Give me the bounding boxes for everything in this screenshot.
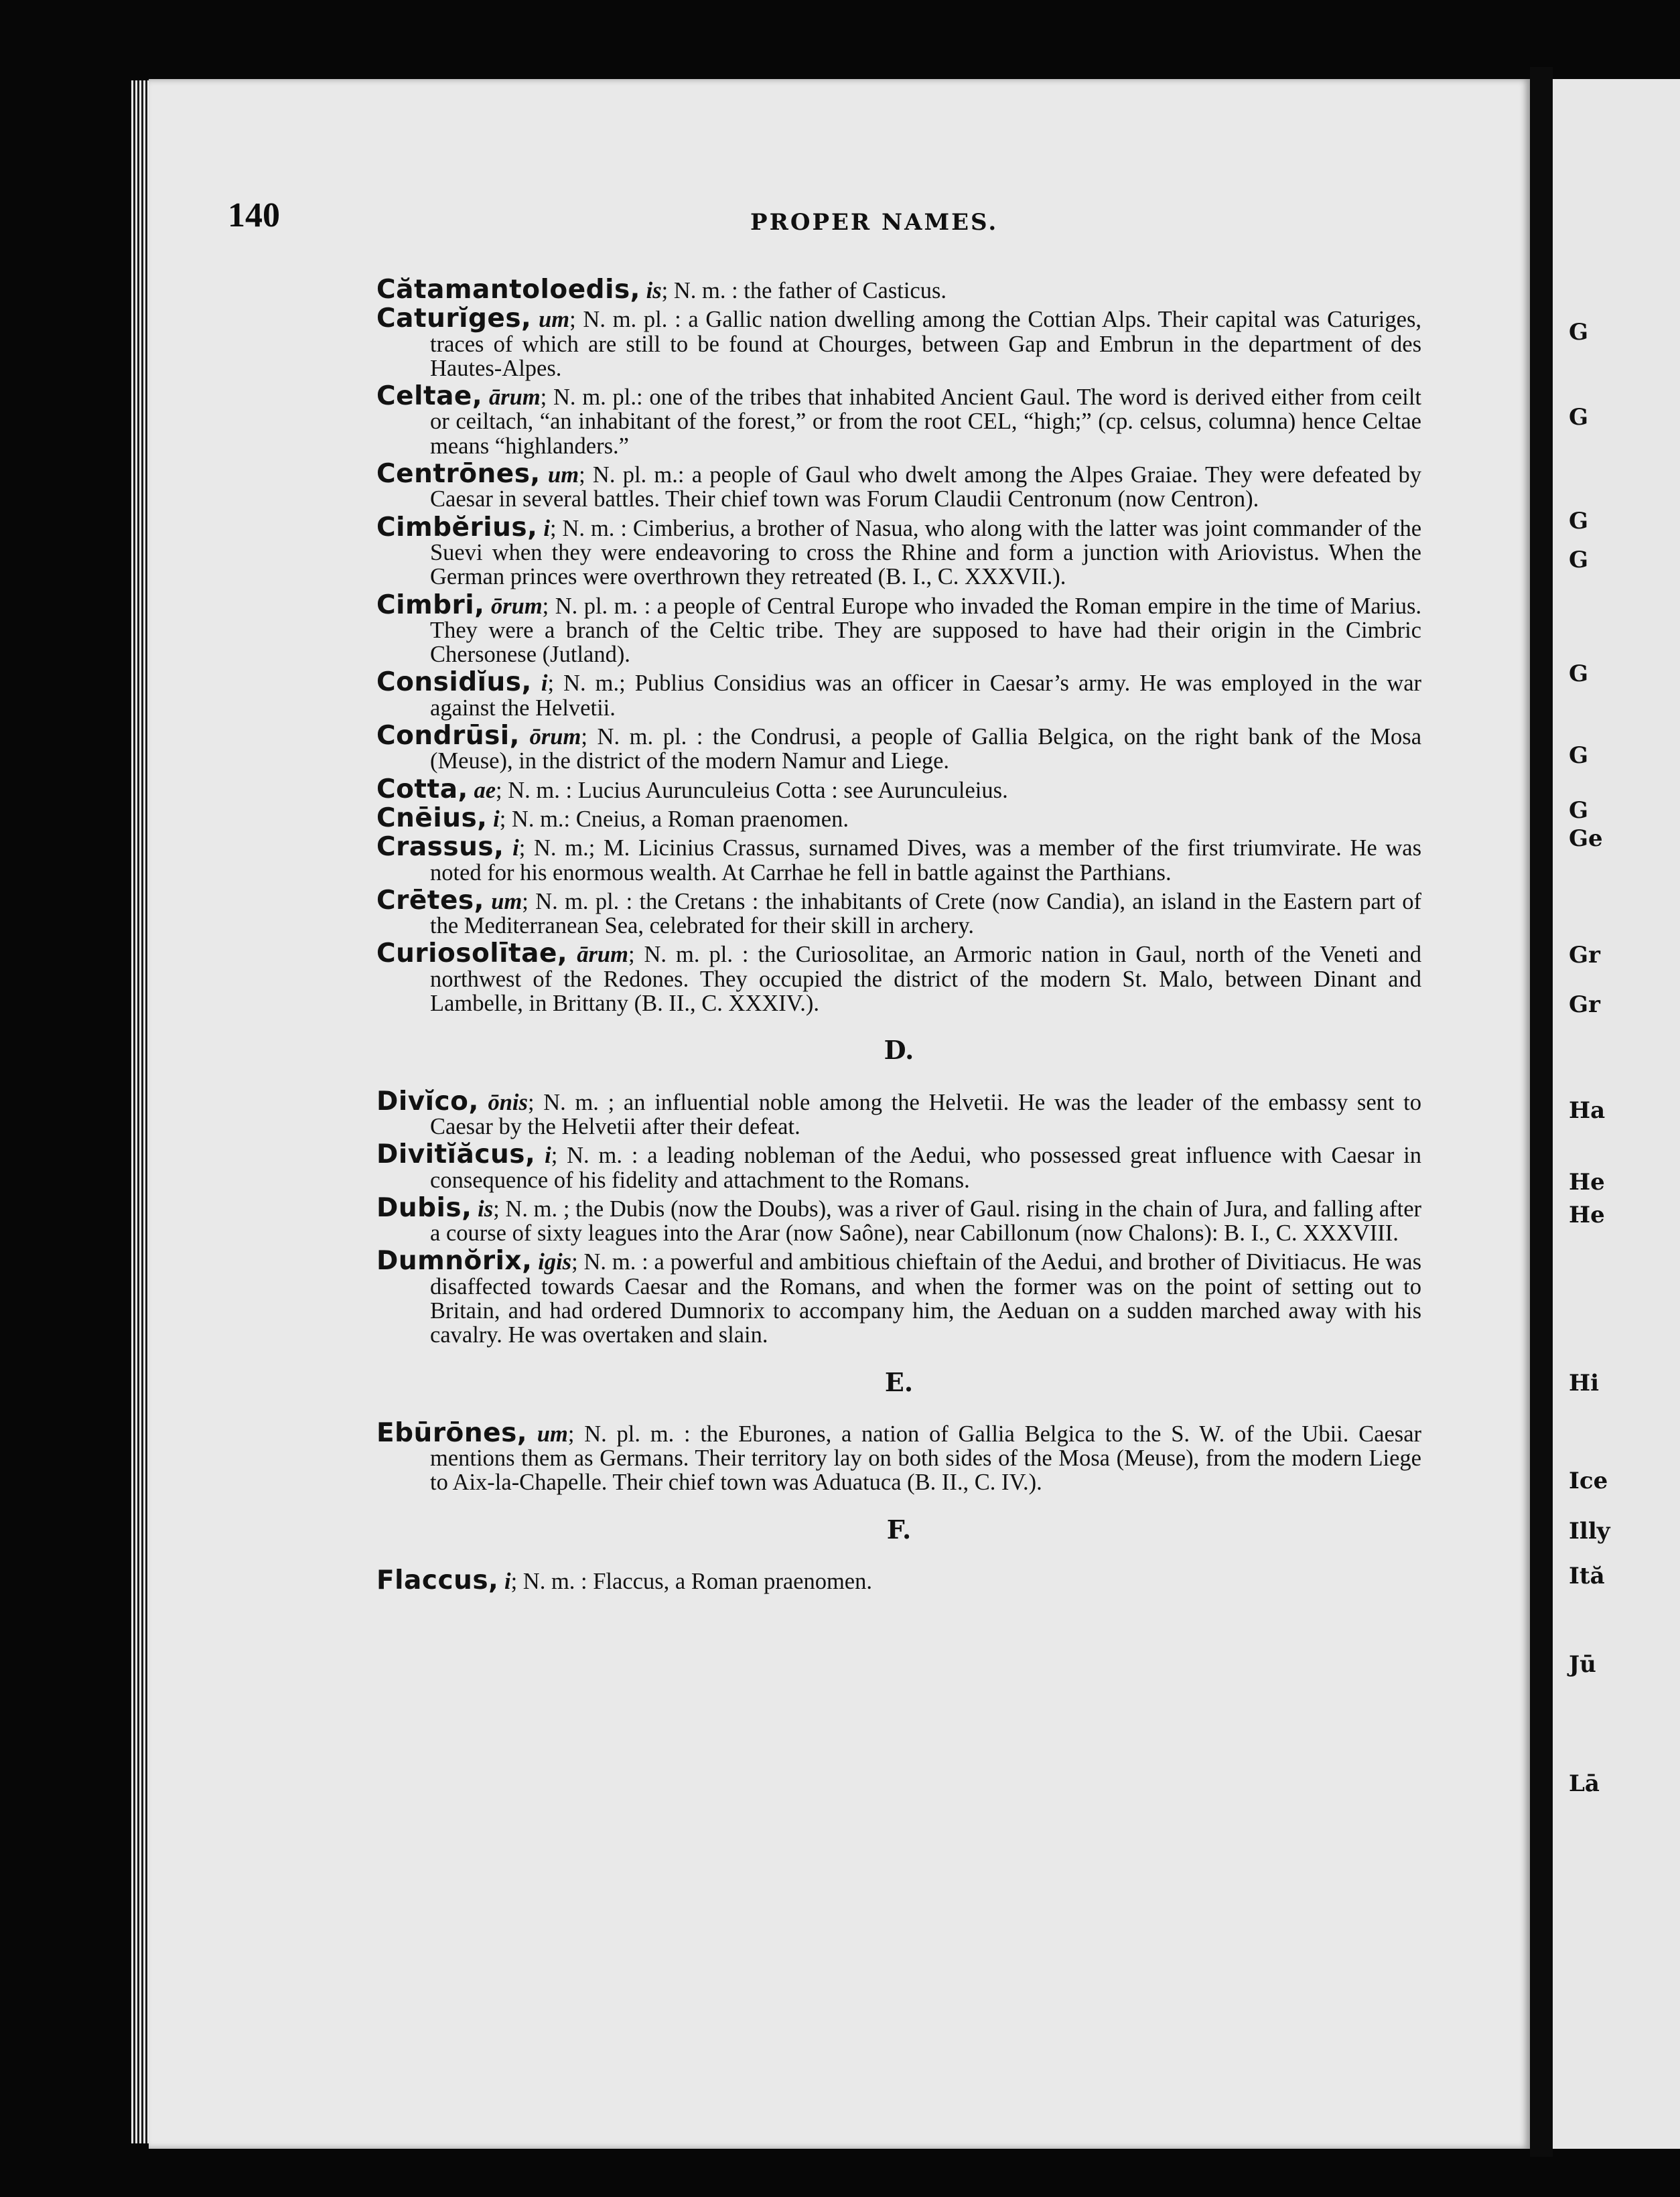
entry-headword: Divitĭăcus, <box>376 1139 536 1170</box>
facing-page-margin-text: Ge <box>1569 825 1603 852</box>
entry-genitive: is <box>478 1196 494 1222</box>
entry-definition: ; N. m.: Cneius, a Roman praenomen. <box>499 806 849 832</box>
entry-genitive: i <box>543 515 550 541</box>
entry-definition: ; N. m. pl. : a Gallic nation dwelling among the Cottian Alps. Their capital was Caturiges, traces of which are still to be found at Chourges, between Gap and Embrun in the department of des Hautes-Alpes. <box>430 307 1422 381</box>
entry-definition: ; N. m. : a leading nobleman of the Aedui, who possessed great influence with Caesar in consequence of his fidelity and attachment to the Romans. <box>430 1143 1421 1193</box>
entries-c-list <box>376 275 1422 1017</box>
facing-page-fragment <box>1553 79 1680 2149</box>
entry-genitive: i <box>512 835 519 861</box>
entry-definition: ; N. m. : Lucius Aurunculeius Cotta : see Aurunculeius. <box>496 777 1008 803</box>
facing-page-margin-text: G <box>1569 508 1589 535</box>
entry-definition: ; N. pl. m. : the Eburones, a nation of Gallia Belgica to the S. W. of the Ubii. Caesar mentions them as Germans. Their territory lay on both sides of the Mosa (Meuse), from the modern Liege to Aix-la-Chapelle. Their chief town was Aduatuca (B. II., C. IV.). <box>430 1421 1421 1496</box>
entry-headword: Caturĭges, <box>376 303 532 334</box>
entries-f-list <box>376 1565 1421 1596</box>
entry-headword: Crētes, <box>376 885 484 916</box>
dictionary-entry <box>376 1565 1421 1596</box>
facing-page-margin-text: G <box>1569 547 1589 573</box>
entry-definition: ; N. m. pl.: one of the tribes that inhabited Ancient Gaul. The word is derived either from ceilt or ceiltach, “an inhabitant of the forest,” or from the root CEL, “high;” (cp. celsus, columna) hence Celtae means “highlanders.” <box>430 384 1421 459</box>
facing-page-margin-text: G <box>1569 404 1589 431</box>
facing-page-margin-text: Gr <box>1569 942 1600 969</box>
entry-headword: Flaccus, <box>376 1565 499 1596</box>
entry-headword: Cimbri, <box>376 589 485 620</box>
dictionary-entry <box>376 774 1421 804</box>
book-gutter <box>1530 67 1553 2157</box>
dictionary-entry <box>376 802 1421 833</box>
page-number: 140 <box>228 196 280 234</box>
entries-e-list <box>376 1417 1421 1496</box>
dictionary-entry <box>376 459 1421 512</box>
entry-genitive: i <box>541 670 548 697</box>
dictionary-entry <box>376 1417 1421 1496</box>
facing-page-margin-text: Ice <box>1569 1468 1608 1494</box>
facing-page-margin-text: Ită <box>1569 1563 1605 1589</box>
entry-definition: ; N. m. : the father of Casticus. <box>661 278 947 303</box>
entries-d-list <box>376 1086 1422 1348</box>
dictionary-entry <box>376 1086 1422 1139</box>
entry-headword: Crassus, <box>376 832 504 863</box>
facing-page-margin-text: Jū <box>1569 1651 1596 1678</box>
dictionary-entry <box>376 1192 1422 1247</box>
dictionary-entry <box>376 1246 1422 1348</box>
dictionary-entry <box>376 667 1421 721</box>
entry-definition: ; N. m. pl. : the Condrusi, a people of Gallia Belgica, on the right bank of the Mosa (Meuse), in the district of the modern Namur and Liege. <box>430 724 1422 774</box>
entry-genitive: i <box>545 1143 551 1169</box>
section-heading-e: E. <box>884 1366 914 1397</box>
facing-page-margin-text: Gr <box>1569 991 1600 1018</box>
entry-genitive: ārum <box>577 942 628 968</box>
facing-page-margin-text: G <box>1569 319 1589 346</box>
facing-page-margin-text: Lā <box>1569 1770 1600 1797</box>
section-heading-f: F. <box>886 1514 912 1545</box>
dictionary-entry <box>376 512 1422 590</box>
entry-headword: Considĭus, <box>376 667 532 698</box>
entry-definition: ; N. m. ; an influential noble among the Helvetii. He was the leader of the embassy sent to Caesar by the Helvetii after their defeat. <box>430 1089 1422 1139</box>
entry-definition: ; N. m. pl. : the Curiosolitae, an Armoric nation in Gaul, north of the Veneti and northwest of the Redones. They occupied the district of the modern St. Malo, between Dinant and Lambelle, in Brittany (B. II., C. XXXIV.). <box>430 942 1422 1017</box>
dictionary-entry <box>376 1139 1421 1193</box>
entry-genitive: ōrum <box>490 593 543 619</box>
entry-definition: ; N. m. ; the Dubis (now the Doubs), was a river of Gaul. rising in the chain of Jura, and falling after a course of sixty leagues into the Arar (now Saône), near Cabillonum (now Chalons): B. I., C. XXXVIII. <box>430 1196 1422 1247</box>
facing-page-margin-text: G <box>1569 660 1589 687</box>
entry-headword: Cnēius, <box>376 802 488 833</box>
entry-definition: ; N. m. pl. : the Cretans : the inhabitants of Crete (now Candia), an island in the Eastern part of the Mediterranean Sea, celebrated for their skill in archery. <box>430 888 1421 939</box>
entry-definition: ; N. m.; Publius Considius was an officer in Caesar’s army. He was employed in the war against the Helvetii. <box>430 670 1421 721</box>
facing-page-margin-text: He <box>1569 1202 1605 1228</box>
entry-headword: Dubis, <box>376 1192 472 1223</box>
entry-genitive: igis <box>538 1249 572 1275</box>
entry-definition: ; N. m. : Flaccus, a Roman praenomen. <box>510 1569 872 1595</box>
entry-genitive: ōnis <box>488 1089 528 1115</box>
dictionary-entry <box>376 275 1421 305</box>
entry-headword: Cotta, <box>376 774 468 804</box>
facing-page-margin-text: Ha <box>1569 1097 1606 1124</box>
facing-page-margin-text: He <box>1569 1169 1605 1196</box>
entry-genitive: ārum <box>488 384 541 411</box>
dictionary-entry <box>376 832 1422 885</box>
entry-genitive: i <box>504 1569 511 1595</box>
section-heading-d: D. <box>884 1035 914 1066</box>
entry-definition: ; N. m.; M. Licinius Crassus, surnamed Dives, was a member of the first triumvirate. He was noted for his enormous wealth. At Carrhae he fell in battle against the Parthians. <box>430 835 1422 885</box>
entry-headword: Divĭco, <box>376 1086 479 1117</box>
entry-definition: ; N. pl. m.: a people of Gaul who dwelt among the Alpes Graiae. They were defeated by Caesar in several battles. Their chief town was Forum Claudii Centronum (now Centron). <box>430 462 1421 512</box>
running-head: PROPER NAMES. <box>750 209 999 236</box>
entry-genitive: um <box>548 462 579 488</box>
dictionary-entry <box>376 721 1422 774</box>
book-page-edges <box>131 80 149 2143</box>
entry-definition: ; N. m. : a powerful and ambitious chieftain of the Aedui, and brother of Divitiacus. He was disaffected towards Caesar and the Romans, and when the former was on the point of setting out to Britain, and had ordered Dumnorix to accompany him, the Aeduan on a sudden marched away with his cavalry. He was overtaken and slain. <box>430 1249 1422 1348</box>
dictionary-entry <box>376 381 1421 459</box>
entry-headword: Celtae, <box>376 381 483 412</box>
entry-definition: ; N. pl. m. : a people of Central Europe who invaded the Roman empire in the time of Marius. They were a branch of the Celtic tribe. They are supposed to have had their origin in the Cimbric Chersonese (Jutland). <box>430 593 1422 668</box>
entry-headword: Curiosolītae, <box>376 938 568 969</box>
entry-headword: Cimbĕrius, <box>376 512 538 543</box>
entry-genitive: um <box>537 1421 568 1447</box>
entry-genitive: ae <box>474 777 496 803</box>
facing-page-margin-text: G <box>1569 797 1589 824</box>
entry-genitive: um <box>491 888 522 914</box>
entry-genitive: um <box>539 307 570 333</box>
dictionary-entry <box>376 885 1421 939</box>
entry-headword: Centrōnes, <box>376 459 541 490</box>
entry-headword: Cătamantoloedis, <box>376 275 640 305</box>
entry-genitive: is <box>646 278 662 303</box>
entry-genitive: ōrum <box>529 724 581 750</box>
entry-genitive: i <box>493 806 500 832</box>
dictionary-entry <box>376 938 1422 1017</box>
dictionary-entry <box>376 303 1422 381</box>
entry-headword: Condrūsi, <box>376 721 520 752</box>
facing-page-margin-text: G <box>1569 742 1589 769</box>
entry-headword: Dumnŏrix, <box>376 1246 533 1277</box>
entry-definition: ; N. m. : Cimberius, a brother of Nasua, who along with the latter was joint commander of the Suevi when they were endeavoring to cross the Rhine and form a junction with Ariovistus. When the German princes were overthrown they retreated (B. I., C. XXXVII.). <box>430 515 1422 590</box>
facing-page-margin-text: Illy <box>1569 1518 1610 1545</box>
dictionary-entry <box>376 589 1422 668</box>
dictionary-entries <box>376 275 1422 1598</box>
facing-page-margin-text: Hi <box>1569 1370 1600 1397</box>
entry-headword: Ebūrōnes, <box>376 1417 528 1448</box>
